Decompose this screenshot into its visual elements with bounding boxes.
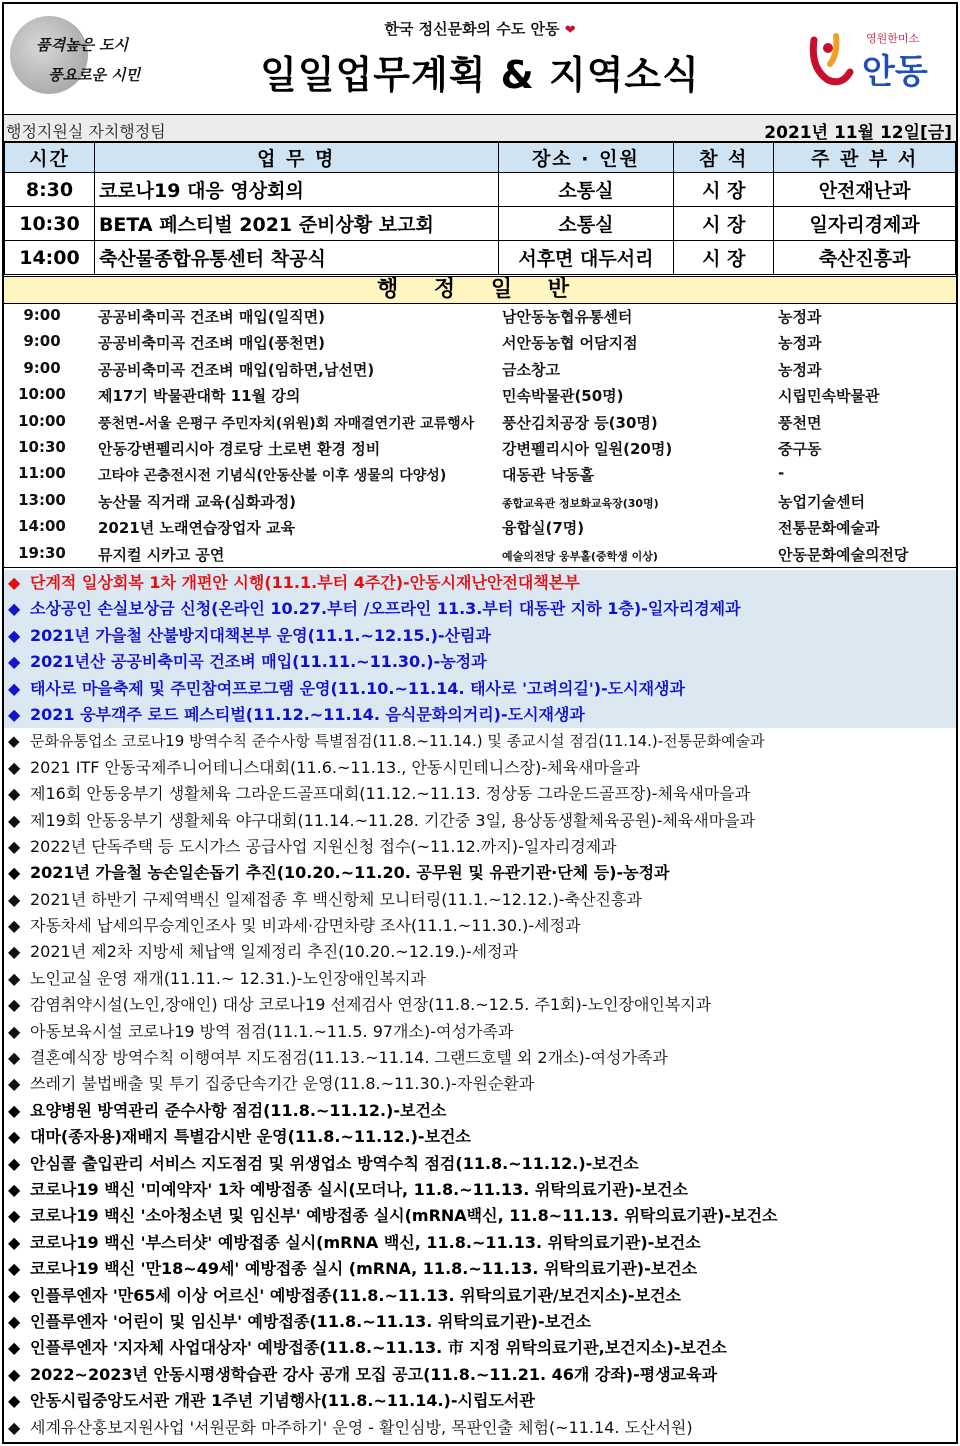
news-text: 코로나19 백신 '만18~49세' 예방접종 실시 (mRNA, 11.8.~11.13. 위탁의료기관)-보건소 — [30, 1259, 698, 1279]
diamond-bullet-icon: ◆ — [8, 1153, 21, 1173]
item-task: 공공비축미곡 건조벼 매입(임하면,남선면) — [98, 360, 375, 379]
diamond-bullet-icon: ◆ — [8, 1127, 21, 1147]
item-dept: 풍천면 — [778, 413, 822, 432]
news-item — [4, 1019, 956, 1045]
news-text: 코로나19 백신 '부스터샷' 예방접종 실시(mRNA 백신, 11.8.~11.13. 위탁의료기관)-보건소 — [30, 1232, 701, 1252]
item-time: 9:00 — [23, 358, 61, 377]
item-task: 공공비축미곡 건조벼 매입(풍천면) — [98, 334, 326, 353]
item-time: 9:00 — [23, 306, 61, 324]
news-item — [4, 860, 956, 886]
diamond-bullet-icon: ◆ — [8, 1311, 21, 1331]
diamond-bullet-icon: ◆ — [8, 678, 21, 698]
news-item — [4, 1283, 956, 1309]
section-title-general: 행 정 일 반 — [4, 276, 956, 304]
diamond-bullet-icon: ◆ — [8, 1364, 21, 1384]
news-item — [4, 1230, 956, 1256]
slogan-line-1: 품격높은 도시 — [36, 36, 129, 54]
list-item — [4, 408, 956, 434]
item-place: 융합실(7명) — [502, 519, 585, 538]
cell-time: 14:00 — [5, 241, 95, 275]
news-text: 결혼예식장 방역수칙 이행여부 지도점검(11.13.~11.14. 그랜드호텔 외 2개소)-여성가족과 — [30, 1048, 668, 1068]
cell-task: 축산물종합유통센터 착공식 — [94, 241, 498, 275]
news-item — [4, 992, 956, 1018]
diamond-bullet-icon: ◆ — [8, 942, 21, 962]
diamond-bullet-icon: ◆ — [8, 863, 21, 883]
diamond-bullet-icon: ◆ — [8, 599, 21, 619]
cell-dept: 일자리경제과 — [774, 207, 956, 241]
news-text: 세계유산홍보지원사업 '서원문화 마주하기' 운영 - 활인심방, 목판인출 체험(~11.14. 도산서원) — [30, 1417, 693, 1437]
item-place: 풍산김치공장 등(30명) — [502, 413, 658, 432]
cell-attend: 시 장 — [674, 241, 774, 275]
item-task: 공공비축미곡 건조벼 매입(일직면) — [98, 308, 326, 326]
diamond-bullet-icon: ◆ — [8, 757, 21, 777]
diamond-bullet-icon: ◆ — [8, 784, 21, 804]
news-text: 2021년 가을철 농손일손돕기 추진(10.20.~11.20. 공무원 및 유관기관·단체 등)-농정과 — [30, 863, 670, 883]
page-title: 일일업무계획 & 지역소식 — [260, 53, 700, 97]
table-row — [5, 241, 956, 275]
diamond-bullet-icon: ◆ — [8, 652, 21, 672]
news-text: 문화유통업소 코로나19 방역수칙 준수사항 특별점검(11.8.~11.14.) 및 종교시설 점검(11.14.)-전통문화예술과 — [30, 732, 765, 751]
table-row — [5, 207, 956, 241]
news-item — [4, 834, 956, 860]
diamond-bullet-icon: ◆ — [8, 1100, 21, 1120]
news-text: 인플루엔자 '어린이 및 임신부' 예방접종(11.8.~11.13. 위탁의료기관)-보건소 — [30, 1311, 591, 1331]
heart-icon: ❤ — [564, 23, 576, 38]
news-text: 2022~2023년 안동시평생학습관 강사 공개 모집 공고(11.8.~11.21. 46개 강좌)-평생교육과 — [30, 1364, 718, 1384]
item-dept: 전통문화예술과 — [778, 519, 880, 538]
news-item — [4, 1335, 956, 1361]
news-text: 아동보육시설 코로나19 방역 점검(11.1.~11.5. 97개소)-여성가족과 — [30, 1021, 514, 1041]
news-text: 소상공인 손실보상금 신청(온라인 10.27.부터 /오프라인 11.3.부터 대동관 지하 1층)-일자리경제과 — [30, 599, 741, 619]
item-place: 서안동농협 어담지점 — [502, 334, 638, 353]
news-item — [4, 649, 956, 675]
news-text: 2021 ITF 안동국제주니어테니스대회(11.6.~11.13., 안동시민테니스장)-체육새마을과 — [30, 757, 640, 777]
news-text: 코로나19 백신 '소아청소년 및 임신부' 예방접종 실시(mRNA백신, 11.8~11.13. 위탁의료기관)-보건소 — [30, 1206, 778, 1226]
news-item — [4, 1045, 956, 1071]
cell-time: 8:30 — [5, 173, 95, 207]
news-item — [4, 623, 956, 649]
news-text: 2022년 단독주택 등 도시가스 공급사업 지원신청 접수(~11.12.까지)-일자리경제과 — [30, 836, 617, 856]
item-time: 9:00 — [23, 332, 61, 351]
item-time: 19:30 — [18, 543, 66, 562]
news-item — [4, 913, 956, 939]
news-text: 노인교실 운영 재개(11.11.~ 12.31.)-노인장애인복지과 — [30, 968, 426, 988]
news-text: 안동시립중앙도서관 개관 1주년 기념행사(11.8.~11.14.)-시립도서관 — [30, 1391, 535, 1411]
column-header-time: 시간 — [5, 143, 95, 173]
logo-city-name: 안동 — [862, 52, 928, 92]
item-task: 뮤지컬 시카고 공연 — [98, 545, 225, 564]
diamond-bullet-icon: ◆ — [8, 1048, 21, 1068]
diamond-bullet-icon: ◆ — [8, 732, 20, 751]
news-item — [4, 966, 956, 992]
regional-news-list — [4, 570, 956, 1441]
cell-task: 코로나19 대응 영상회의 — [94, 173, 498, 207]
list-item — [4, 540, 956, 566]
column-header-place: 장소 · 인원 — [498, 143, 674, 173]
news-text: 코로나19 백신 '미예약자' 1차 예방접종 실시(모더나, 11.8.~11.13. 위탁의료기관)-보건소 — [30, 1179, 688, 1199]
item-dept: 안동문화예술의전당 — [778, 545, 909, 564]
diamond-bullet-icon: ◆ — [8, 968, 21, 988]
news-text: 인플루엔자 '지자체 사업대상자' 예방접종(11.8.~11.13. 市 지정 위탁의료기관,보건지소)-보건소 — [30, 1338, 727, 1358]
news-item — [4, 1309, 956, 1335]
item-task: 안동강변펠리시아 경로당 ⼟로변 환경 정비 — [98, 439, 381, 458]
item-dept: 농정과 — [778, 360, 822, 379]
news-item — [4, 1362, 956, 1388]
news-text: 단계적 일상회복 1차 개편안 시행(11.1.부터 4주간)-안동시재난안전대책본부 — [30, 573, 580, 592]
news-item — [4, 887, 956, 913]
item-task: 고타야 곤충전시전 기념식(안동산불 이후 생물의 다양성) — [98, 468, 447, 485]
cell-place: 소통실 — [498, 173, 674, 207]
news-item — [4, 570, 956, 596]
list-item — [4, 328, 956, 354]
document-date: 2021년 11월 12일[금] — [764, 123, 952, 143]
column-header-task: 업 무 명 — [94, 143, 498, 173]
diamond-bullet-icon: ◆ — [8, 916, 21, 936]
cell-time: 10:30 — [5, 207, 95, 241]
news-text: 제16회 안동웅부기 생활체육 그라운드골프대회(11.12.~11.13. 정상동 그라운드골프장)-체육새마을과 — [30, 784, 751, 804]
item-place: 강변펠리시아 일원(20명) — [502, 439, 673, 458]
item-dept: 농정과 — [778, 308, 822, 326]
document-header — [4, 4, 956, 112]
diamond-bullet-icon: ◆ — [8, 1417, 21, 1437]
news-item — [4, 939, 956, 965]
item-place: 남안동농협유통센터 — [502, 308, 633, 326]
item-dept: 농업기술센터 — [778, 492, 865, 511]
item-dept: 시립민속박물관 — [778, 387, 880, 406]
general-admin-list — [4, 302, 956, 568]
news-text: 제19회 안동웅부기 생활체육 야구대회(11.14.~11.28. 기간중 3일, 용상동생활체육공원)-체육새마을과 — [30, 810, 756, 830]
list-item — [4, 434, 956, 460]
item-place: 대동관 낙동홀 — [502, 466, 595, 485]
list-item — [4, 460, 956, 486]
item-task: 풍천면-서울 은평구 주민자치(위원)회 자매결연기관 교류행사 — [98, 415, 475, 432]
diamond-bullet-icon: ◆ — [8, 1338, 21, 1358]
item-task: 제17기 박물관대학 11월 강의 — [98, 387, 301, 406]
mayor-schedule-table — [4, 142, 956, 275]
list-item — [4, 355, 956, 381]
news-text: 2021년산 공공비축미곡 건조벼 매입(11.11.~11.30.)-농정과 — [30, 652, 487, 672]
diamond-bullet-icon: ◆ — [8, 625, 21, 645]
item-time: 14:00 — [18, 517, 66, 536]
item-dept: - — [778, 464, 785, 483]
news-text: 2021년 가을철 산불방지대책본부 운영(11.1.~12.15.)-산림과 — [30, 625, 491, 645]
item-place: 종합교육관 정보화교육장(30명) — [502, 496, 659, 510]
item-dept: 중구동 — [778, 439, 822, 458]
news-item — [4, 808, 956, 834]
item-time: 10:00 — [18, 411, 66, 430]
news-text: 감염취약시설(노인,장애인) 대상 코로나19 선제검사 연장(11.8.~12.5. 주1회)-노인장애인복지과 — [30, 995, 712, 1015]
cell-dept: 안전재난과 — [774, 173, 956, 207]
diamond-bullet-icon: ◆ — [8, 995, 21, 1015]
diamond-bullet-icon: ◆ — [8, 573, 21, 592]
diamond-bullet-icon: ◆ — [8, 1074, 21, 1094]
table-row — [5, 173, 956, 207]
item-time: 13:00 — [18, 490, 66, 509]
cell-attend: 시 장 — [674, 173, 774, 207]
news-text: 쓰레기 불법배출 및 투기 집중단속기간 운영(11.8.~11.30.)-자원순환과 — [30, 1074, 535, 1094]
team-name: 행정지원실 자치행정팀 — [6, 122, 166, 141]
diamond-bullet-icon: ◆ — [8, 836, 21, 856]
andong-smile-icon — [808, 28, 854, 88]
diamond-bullet-icon: ◆ — [8, 1021, 21, 1041]
diamond-bullet-icon: ◆ — [8, 704, 21, 724]
news-item — [4, 1151, 956, 1177]
diamond-bullet-icon: ◆ — [8, 1391, 21, 1411]
subtitle-text: 한국 정신문화의 수도 안동 — [384, 20, 560, 38]
news-text: 안심콜 출입관리 서비스 지도점검 및 위생업소 방역수칙 점검(11.8.~11.12.)-보건소 — [30, 1153, 639, 1173]
info-bar — [4, 114, 956, 142]
news-item — [4, 676, 956, 702]
news-item — [4, 1203, 956, 1229]
column-header-dept: 주 관 부 서 — [774, 143, 956, 173]
news-item — [4, 728, 956, 754]
news-item — [4, 1415, 956, 1441]
column-header-attend: 참 석 — [674, 143, 774, 173]
news-text: 2021년 하반기 구제역백신 일제접종 후 백신항체 모니터링(11.1.~12.12.)-축산진흥과 — [30, 889, 642, 909]
diamond-bullet-icon: ◆ — [8, 889, 21, 909]
slogan-line-2: 풍요로운 시민 — [48, 66, 141, 84]
table-header-row — [5, 143, 956, 173]
list-item — [4, 381, 956, 407]
item-task: 2021년 노래연습장업자 교육 — [98, 519, 296, 538]
item-time: 11:00 — [18, 464, 66, 483]
news-text: 인플루엔자 '만65세 이상 어르신' 예방접종(11.8.~11.13. 위탁의료기관/보건지소)-보건소 — [30, 1285, 681, 1305]
news-text: 자동차세 납세의무승계인조사 및 비과세·감면차량 조사(11.1.~11.30.)-세정과 — [30, 916, 581, 936]
cell-place: 소통실 — [498, 207, 674, 241]
item-place: 금소창고 — [502, 360, 560, 379]
news-item — [4, 1256, 956, 1282]
news-item — [4, 1098, 956, 1124]
news-item — [4, 1177, 956, 1203]
news-item — [4, 755, 956, 781]
item-time: 10:30 — [18, 437, 66, 456]
news-text: 2021 웅부객주 로드 페스티벌(11.12.~11.14. 음식문화의거리)-도시재생과 — [30, 704, 585, 724]
news-text: 대마(종자용)재배지 특별감시반 운영(11.8.~11.12.)-보건소 — [30, 1127, 471, 1147]
news-item — [4, 702, 956, 728]
diamond-bullet-icon: ◆ — [8, 1285, 21, 1305]
item-time: 10:00 — [18, 385, 66, 404]
news-item — [4, 1071, 956, 1097]
news-item — [4, 596, 956, 622]
cell-place: 서후면 대두서리 — [498, 241, 674, 275]
list-item — [4, 302, 956, 328]
diamond-bullet-icon: ◆ — [8, 1206, 21, 1226]
cell-attend: 시 장 — [674, 207, 774, 241]
diamond-bullet-icon: ◆ — [8, 1232, 21, 1252]
logo-slogan: 영원한미소 — [866, 32, 920, 45]
list-item — [4, 513, 956, 539]
news-item — [4, 781, 956, 807]
cell-task: BETA 페스티벌 2021 준비상황 보고회 — [94, 207, 498, 241]
list-item — [4, 487, 956, 513]
news-text: 태사로 마을축제 및 주민참여프로그램 운영(11.10.~11.14. 태사로 '고려의길')-도시재생과 — [30, 678, 685, 698]
news-item — [4, 1124, 956, 1150]
news-text: 요양병원 방역관리 준수사항 점검(11.8.~11.12.)-보건소 — [30, 1100, 447, 1120]
diamond-bullet-icon: ◆ — [8, 810, 21, 830]
diamond-bullet-icon: ◆ — [8, 1259, 21, 1279]
cell-dept: 축산진흥과 — [774, 241, 956, 275]
item-task: 농산물 직거래 교육(심화과정) — [98, 492, 297, 511]
news-item — [4, 1388, 956, 1414]
item-place: 예술의전당 웅부홀(중학생 이상) — [502, 549, 658, 563]
andong-logo — [804, 24, 954, 94]
item-dept: 농정과 — [778, 334, 822, 353]
news-text: 2021년 제2차 지방세 체납액 일제정리 추진(10.20.~12.19.)-세정과 — [30, 942, 518, 962]
diamond-bullet-icon: ◆ — [8, 1179, 21, 1199]
item-place: 민속박물관(50명) — [502, 387, 624, 406]
